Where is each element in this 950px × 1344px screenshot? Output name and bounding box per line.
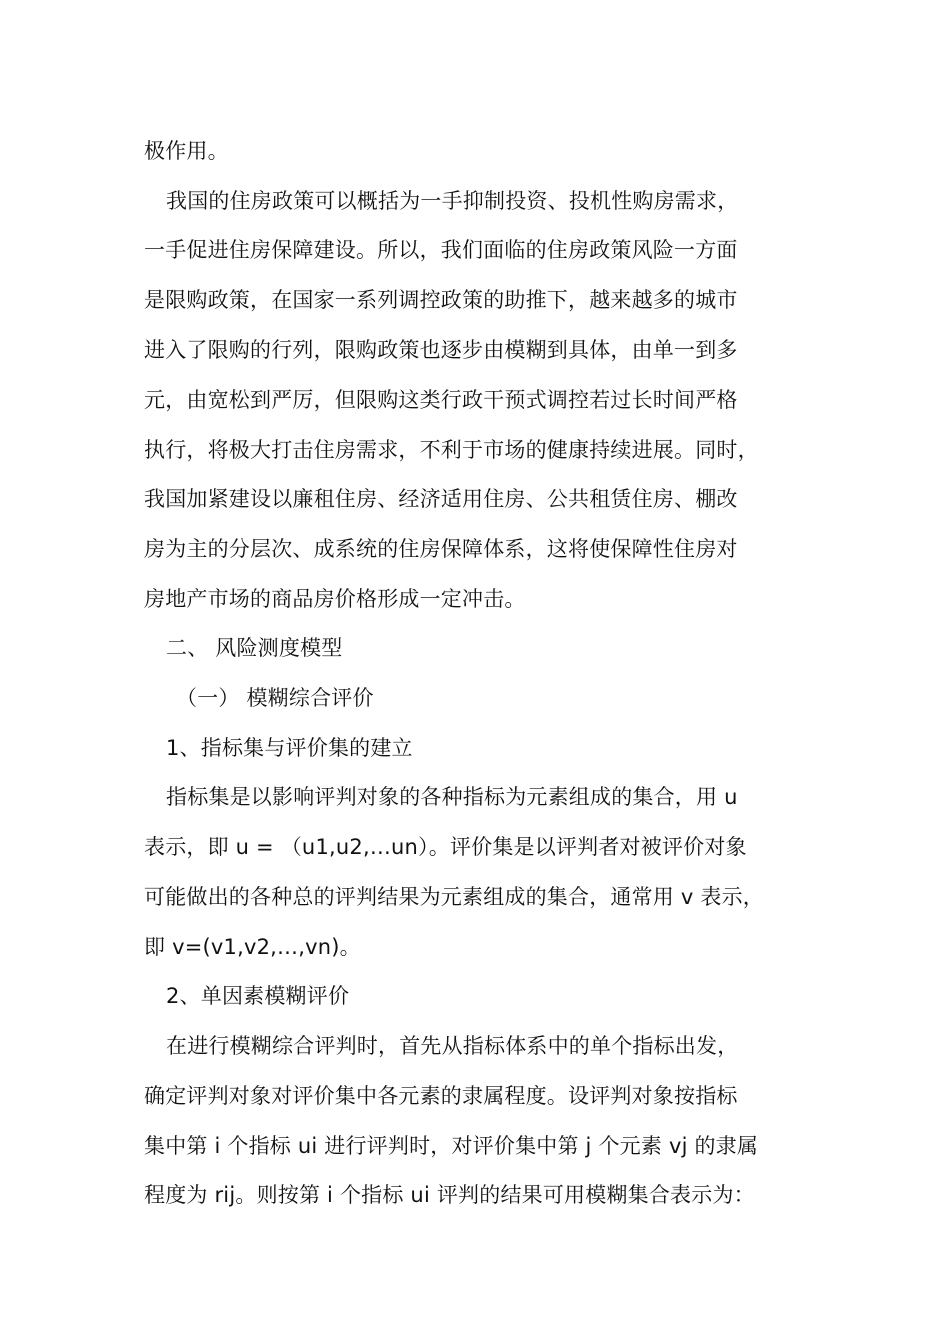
text-line-21: 集中第 i 个指标 ui 进行评判时，对评价集中第 j 个元素 vj 的隶属 — [144, 1134, 759, 1158]
item-heading-2: 2、单因素模糊评价 — [166, 984, 350, 1008]
text-line-4: 是限购政策，在国家一系列调控政策的助推下，越来越多的城市 — [144, 288, 738, 312]
text-line-1: 极作用。 — [144, 139, 229, 163]
text-line-9: 房为主的分层次、成系统的住房保障体系，这将使保障性住房对 — [144, 537, 738, 561]
text-line-17: 即 v=(v1,v2,…,vn)。 — [144, 935, 361, 959]
text-line-10: 房地产市场的商品房价格形成一定冲击。 — [144, 587, 526, 611]
text-line-19: 在进行模糊综合评判时，首先从指标体系中的单个指标出发， — [166, 1034, 739, 1058]
text-line-7: 执行，将极大打击住房需求，不利于市场的健康持续进展。同时， — [144, 438, 759, 462]
text-line-15: 表示，即 u = （u1,u2,…un）。评价集是以评判者对被评价对象 — [144, 835, 747, 859]
subsection-heading: （一） 模糊综合评价 — [176, 686, 374, 710]
text-line-5: 进入了限购的行列，限购政策也逐步由模糊到具体，由单一到多 — [144, 338, 738, 362]
text-line-6: 元，由宽松到严厉，但限购这类行政干预式调控若过长时间严格 — [144, 388, 738, 412]
text-line-3: 一手促进住房保障建设。所以，我们面临的住房政策风险一方面 — [144, 238, 738, 262]
text-line-2: 我国的住房政策可以概括为一手抑制投资、投机性购房需求， — [166, 189, 739, 213]
text-line-22: 程度为 rij。则按第 i 个指标 ui 评判的结果可用模糊集合表示为： — [144, 1183, 755, 1207]
text-line-14: 指标集是以影响评判对象的各种指标为元素组成的集合，用 u — [166, 785, 738, 809]
item-heading-1: 1、指标集与评价集的建立 — [166, 736, 413, 760]
text-line-16: 可能做出的各种总的评判结果为元素组成的集合，通常用 v 表示， — [144, 885, 764, 909]
text-line-20: 确定评判对象对评价集中各元素的隶属程度。设评判对象按指标 — [144, 1084, 738, 1108]
section-heading: 二、 风险测度模型 — [166, 636, 343, 660]
text-line-8: 我国加紧建设以廉租住房、经济适用住房、公共租赁住房、棚改 — [144, 487, 738, 511]
